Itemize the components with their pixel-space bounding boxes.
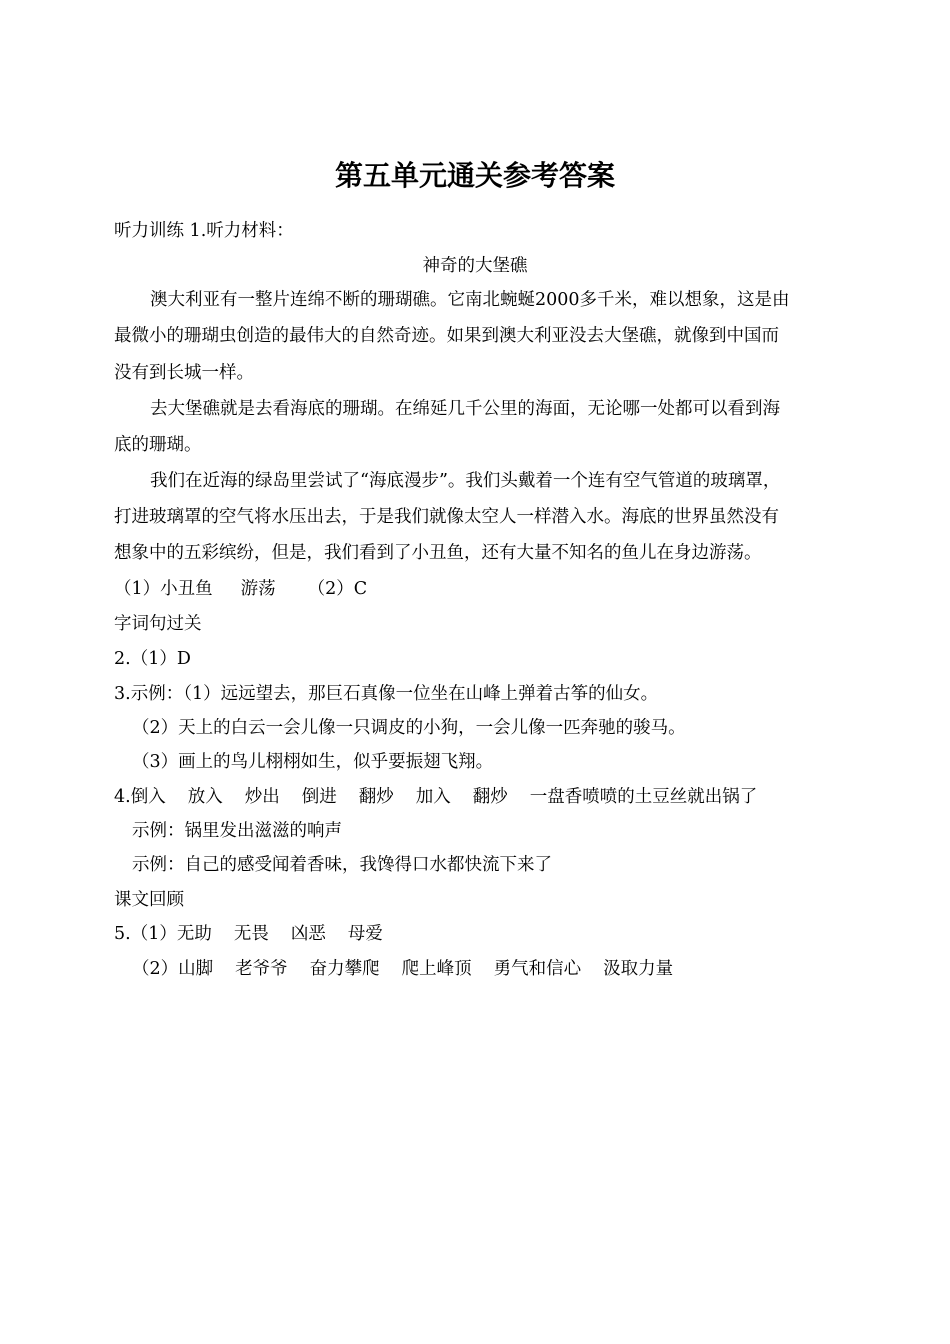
- question-number: 5.: [114, 924, 131, 944]
- question-5-part2: [132, 957, 673, 981]
- word-item: （1）无助: [130, 924, 212, 944]
- vocab-heading: 字词句过关: [114, 614, 202, 634]
- paragraph-line: 底的珊瑚。: [114, 435, 202, 455]
- paragraph-line: 打进玻璃罩的空气将水压出去，于是我们就像太空人一样潜入水。海底的世界虽然没有: [114, 507, 779, 527]
- word-item: 翻炒: [472, 787, 508, 807]
- word-item: 凶恶: [290, 924, 326, 944]
- listening-answers: [114, 577, 367, 601]
- question-number: 4.: [114, 787, 131, 807]
- word-item: 勇气和信心: [493, 959, 582, 979]
- review-heading: 课文回顾: [114, 890, 184, 910]
- word-item: 炒出: [244, 787, 280, 807]
- question-4-example: 示例：自己的感受闻着香味，我馋得口水都快流下来了: [132, 855, 552, 875]
- question-3: 3.示例：（1）远远望去，那巨石真像一位坐在山峰上弹着古筝的仙女。: [114, 684, 659, 704]
- word-item: 老爷爷: [235, 959, 288, 979]
- word-item: （2）山脚: [132, 959, 214, 979]
- paragraph-line: 最微小的珊瑚虫创造的最伟大的自然奇迹。如果到澳大利亚没去大堡礁，就像到中国而: [114, 326, 779, 346]
- word-item: 母爱: [347, 924, 383, 944]
- word-item: 无畏: [233, 924, 269, 944]
- paragraph-line: 没有到长城一样。: [114, 363, 254, 383]
- question-3-answer: （2）天上的白云一会儿像一只调皮的小狗，一会儿像一匹奔驰的骏马。: [132, 718, 686, 738]
- question-5: [114, 922, 383, 946]
- word-item: 一盘香喷喷的土豆丝就出锅了: [529, 787, 758, 807]
- paragraph-line: 去大堡礁就是去看海底的珊瑚。在绵延几千公里的海面，无论哪一处都可以看到海: [150, 399, 780, 419]
- paragraph-line: 澳大利亚有一整片连绵不断的珊瑚礁。它南北蜿蜒2000多千米，难以想象，这是由: [150, 290, 790, 310]
- paragraph-line: 想象中的五彩缤纷，但是，我们看到了小丑鱼，还有大量不知名的鱼儿在身边游荡。: [114, 543, 762, 563]
- answer-item: 游荡: [240, 579, 276, 599]
- word-item: 倒进: [301, 787, 337, 807]
- word-item: 加入: [415, 787, 451, 807]
- question-2: 2.（1）D: [114, 649, 191, 669]
- question-3-answer: （3）画上的鸟儿栩栩如生，似乎要振翅飞翔。: [132, 752, 494, 772]
- question-4: [114, 785, 757, 809]
- paragraph-line: 我们在近海的绿岛里尝试了“海底漫步”。我们头戴着一个连有空气管道的玻璃罩，: [150, 471, 781, 491]
- listening-heading: 听力训练 1.听力材料：: [114, 221, 294, 241]
- answer-item: （2）C: [307, 579, 368, 599]
- word-item: 放入: [187, 787, 223, 807]
- word-item: 奋力攀爬: [309, 959, 380, 979]
- word-item: 翻炒: [358, 787, 394, 807]
- word-item: 汲取力量: [603, 959, 674, 979]
- word-item: 倒入: [130, 787, 166, 807]
- passage-title: 神奇的大堡礁: [422, 256, 528, 276]
- word-item: 爬上峰顶: [401, 959, 472, 979]
- page-title: 第五单元通关参考答案: [334, 159, 615, 192]
- answer-item: （1）小丑鱼: [114, 579, 213, 599]
- question-4-example: 示例：锅里发出滋滋的响声: [132, 821, 342, 841]
